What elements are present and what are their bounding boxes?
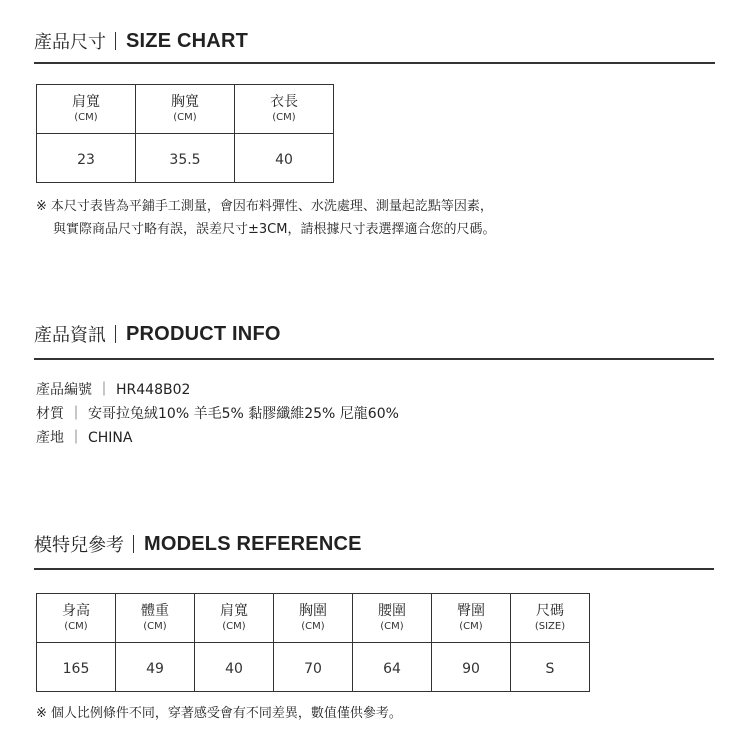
size-chart-header-cell [235, 85, 334, 134]
info-label: 產品編號 [36, 382, 92, 398]
models-header-row [37, 594, 590, 643]
models-reference-title-en: MODELS REFERENCE [144, 532, 362, 555]
header-unit: (SIZE) [534, 621, 566, 632]
size-chart-header-row [37, 85, 334, 134]
models-reference-note [36, 702, 402, 725]
models-header-cell [116, 594, 195, 643]
title-divider [133, 535, 134, 553]
title-divider [115, 32, 116, 50]
header-label: 衣長 [270, 94, 298, 110]
size-chart-value-cell [136, 134, 235, 183]
models-header-cell [274, 594, 353, 643]
models-header-cell [195, 594, 274, 643]
models-value-row [37, 643, 590, 692]
models-value-cell [116, 643, 195, 692]
cell-value: 40 [275, 151, 293, 168]
note-mark: ※ [36, 199, 47, 214]
info-value: CHINA [88, 430, 133, 446]
title-divider [115, 325, 116, 343]
size-chart-heading [34, 28, 248, 54]
size-chart-header-cell [136, 85, 235, 134]
size-chart-title-en: SIZE CHART [126, 29, 248, 52]
info-separator: ｜ [97, 382, 111, 398]
models-reference-table [36, 593, 590, 692]
size-chart-header-cell [37, 85, 136, 134]
header-label: 腰圍 [378, 603, 406, 619]
header-unit: (CM) [222, 621, 246, 632]
models-value-cell [37, 643, 116, 692]
cell-value: 40 [225, 660, 243, 677]
cell-value: 64 [383, 660, 401, 677]
cell-value: 49 [146, 660, 164, 677]
models-header-cell [353, 594, 432, 643]
material-row [36, 402, 399, 426]
models-value-cell [195, 643, 274, 692]
models-header-cell [432, 594, 511, 643]
header-unit: (CM) [301, 621, 325, 632]
models-value-cell [274, 643, 353, 692]
models-value-cell [432, 643, 511, 692]
header-unit: (CM) [272, 112, 296, 123]
cell-value: 70 [304, 660, 322, 677]
product-info-title-zh: 產品資訊 [34, 325, 106, 346]
models-value-cell [511, 643, 590, 692]
size-chart-value-row [37, 134, 334, 183]
origin-row [36, 426, 399, 450]
models-value-cell [353, 643, 432, 692]
cell-value: 23 [77, 151, 95, 168]
size-chart-note [36, 195, 495, 241]
note-line-2: 與實際商品尺寸略有誤，誤差尺寸±3CM，請根據尺寸表選擇適合您的尺碼。 [53, 222, 496, 237]
models-reference-divider [34, 568, 714, 570]
header-label: 臀圍 [457, 603, 485, 619]
product-info-list [36, 378, 399, 450]
header-unit: (CM) [380, 621, 404, 632]
models-header-cell [37, 594, 116, 643]
note-line-1 [36, 199, 493, 214]
product-info-divider [34, 358, 714, 360]
size-chart-divider [34, 62, 715, 64]
header-label: 尺碼 [536, 603, 564, 619]
header-unit: (CM) [143, 621, 167, 632]
cell-value: 90 [462, 660, 480, 677]
info-separator: ｜ [69, 430, 83, 446]
header-label: 肩寬 [72, 94, 100, 110]
note-text: 本尺寸表皆為平鋪手工測量，會因布料彈性、水洗處理、測量起訖點等因素， [50, 199, 493, 214]
header-label: 身高 [62, 603, 90, 619]
header-label: 體重 [141, 603, 169, 619]
product-info-heading [34, 321, 281, 347]
header-label: 肩寬 [220, 603, 248, 619]
note-mark: ※ [36, 706, 47, 721]
models-header-cell [511, 594, 590, 643]
info-label: 材質 [36, 406, 64, 422]
info-separator: ｜ [69, 406, 83, 422]
header-unit: (CM) [64, 621, 88, 632]
size-chart-title-zh: 產品尺寸 [34, 32, 106, 53]
header-unit: (CM) [459, 621, 483, 632]
header-unit: (CM) [74, 112, 98, 123]
size-chart-value-cell [37, 134, 136, 183]
info-value: HR448B02 [116, 382, 191, 398]
size-chart-value-cell [235, 134, 334, 183]
product-code-row [36, 378, 399, 402]
cell-value: S [545, 660, 555, 677]
header-label: 胸寬 [171, 94, 199, 110]
header-label: 胸圍 [299, 603, 327, 619]
models-reference-heading [34, 531, 362, 557]
cell-value: 35.5 [169, 151, 201, 168]
models-reference-title-zh: 模特兒參考 [34, 535, 124, 556]
cell-value: 165 [62, 660, 90, 677]
note-text: 個人比例條件不同，穿著感受會有不同差異，數值僅供參考。 [50, 706, 402, 721]
product-info-title-en: PRODUCT INFO [126, 322, 281, 345]
info-value: 安哥拉兔絨10% 羊毛5% 黏膠纖維25% 尼龍60% [88, 406, 399, 422]
info-label: 產地 [36, 430, 64, 446]
header-unit: (CM) [173, 112, 197, 123]
size-chart-table [36, 84, 334, 183]
